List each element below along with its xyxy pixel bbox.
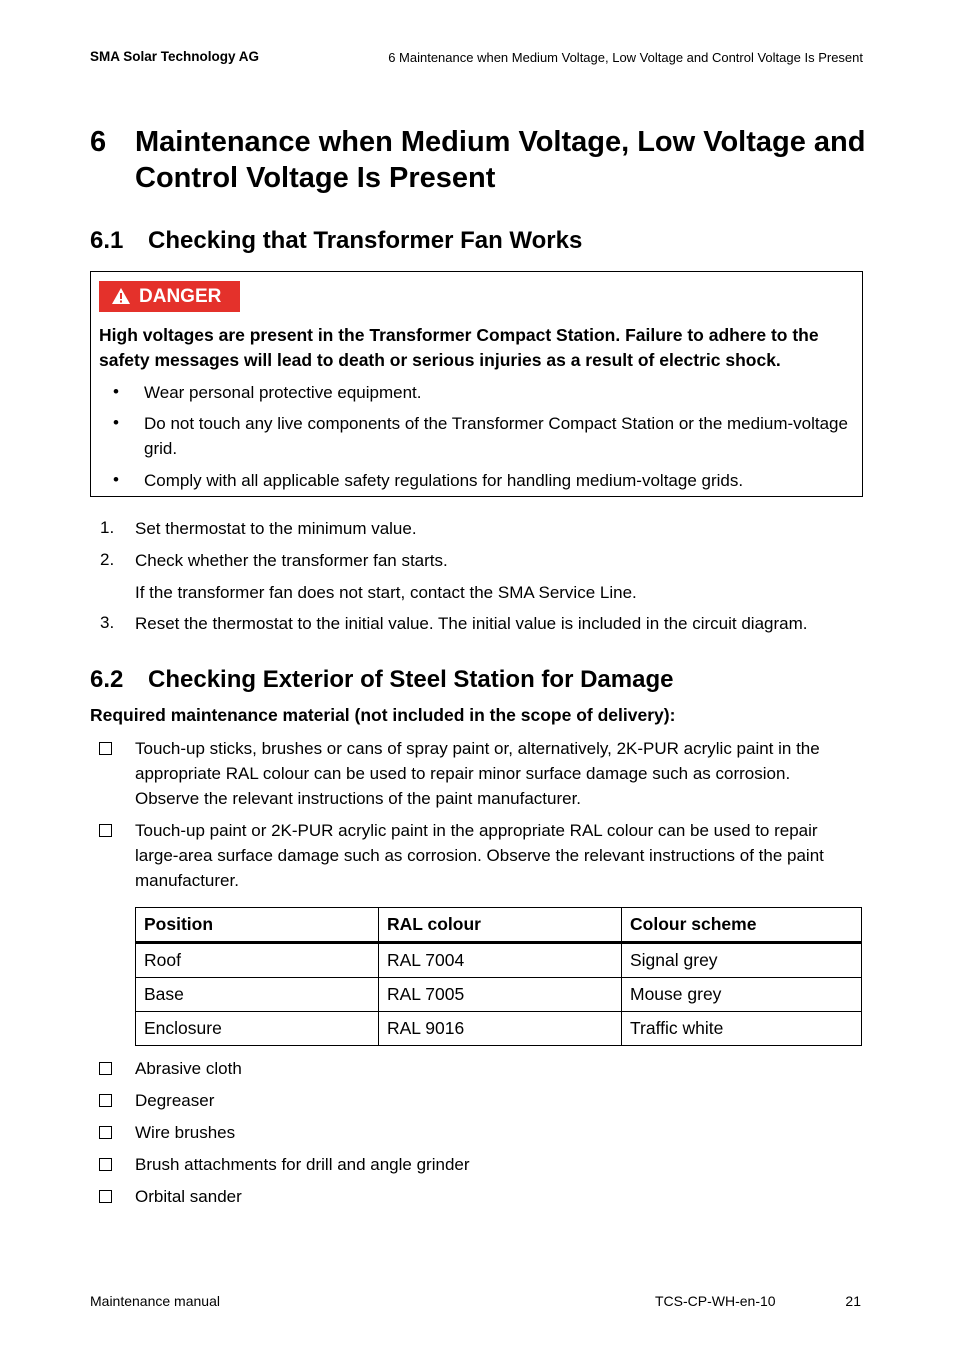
step-number: 3.	[100, 613, 115, 632]
danger-bullet: Comply with all applicable safety regulations for handling medium-voltage grids.	[144, 471, 744, 490]
bullet-dot: •	[113, 382, 119, 401]
footer-doc-code: TCS-CP-WH-en-10	[655, 1293, 776, 1309]
step-number: 2.	[100, 550, 115, 569]
danger-label	[99, 281, 240, 312]
table-header-cell: RAL colour	[379, 908, 622, 943]
table-cell: RAL 9016	[379, 1012, 622, 1046]
table-row	[136, 978, 862, 1012]
empty-checkbox-icon	[99, 1062, 112, 1075]
material-item: Touch-up paint or 2K-PUR acrylic paint in the appropriate RAL colour can be used to repair large-area surface damage such as corrosion. Observe the relevant instructions of the paint manufacturer.	[135, 821, 824, 890]
table-row	[136, 1012, 862, 1046]
step-result: If the transformer fan does not start, contact the SMA Service Line.	[135, 583, 637, 602]
chapter-heading	[90, 124, 870, 196]
material-item: Degreaser	[135, 1091, 215, 1110]
empty-checkbox-icon	[99, 1190, 112, 1203]
step-number: 1.	[100, 518, 115, 537]
chapter-title: Maintenance when Medium Voltage, Low Voltage and Control Voltage Is Present	[135, 126, 866, 194]
table-cell: RAL 7005	[379, 978, 622, 1012]
danger-message: High voltages are present in the Transformer Compact Station. Failure to adhere to the safety messages will lead to death or serious injuries as a result of electric shock.	[99, 325, 819, 370]
empty-checkbox-icon	[99, 824, 112, 837]
material-item: Wire brushes	[135, 1123, 236, 1142]
material-item: Orbital sander	[135, 1187, 242, 1206]
table-header-cell: Colour scheme	[622, 908, 862, 943]
section-number: 6.1	[90, 227, 124, 254]
empty-checkbox-icon	[99, 1158, 112, 1171]
empty-checkbox-icon	[99, 1094, 112, 1107]
section-title: Checking Exterior of Steel Station for Damage	[148, 666, 674, 693]
danger-label-text: DANGER	[139, 286, 222, 307]
material-item: Abrasive cloth	[135, 1059, 242, 1078]
footer-doc-type: Maintenance manual	[90, 1293, 220, 1309]
header-company: SMA Solar Technology AG	[90, 49, 260, 64]
bullet-dot: •	[113, 470, 119, 489]
step-text: Reset the thermostat to the initial value. The initial value is included in the circuit diagram.	[135, 614, 808, 633]
table-cell: Roof	[136, 943, 379, 978]
table-cell: Traffic white	[622, 1012, 862, 1046]
step-text: Set thermostat to the minimum value.	[135, 519, 417, 538]
chapter-number: 6	[90, 126, 107, 158]
empty-checkbox-icon	[99, 742, 112, 755]
bullet-dot: •	[113, 413, 119, 432]
table-cell: Base	[136, 978, 379, 1012]
warning-triangle-icon	[111, 287, 131, 305]
page-number: 21	[845, 1293, 861, 1309]
table-row	[136, 943, 862, 978]
table-cell: Signal grey	[622, 943, 862, 978]
table-header-cell: Position	[136, 908, 379, 943]
table-cell: RAL 7004	[379, 943, 622, 978]
header-chapter: 6 Maintenance when Medium Voltage, Low Voltage and Control Voltage Is Present	[388, 50, 863, 65]
material-item: Touch-up sticks, brushes or cans of spray paint or, alternatively, 2K-PUR acrylic paint in the appropriate RAL colour can be used to repair minor surface damage such as corrosion. Observe the relevant instructions of the paint manufacturer.	[135, 739, 820, 808]
table-header-row	[136, 908, 862, 943]
step-text: Check whether the transformer fan starts.	[135, 551, 448, 570]
material-item: Brush attachments for drill and angle grinder	[135, 1155, 470, 1174]
danger-bullet: Do not touch any live components of the Transformer Compact Station or the medium-voltage grid.	[144, 414, 848, 458]
ral-colour-table	[135, 907, 862, 1046]
table-cell: Enclosure	[136, 1012, 379, 1046]
required-material-heading: Required maintenance material (not included in the scope of delivery):	[90, 705, 676, 725]
danger-bullet: Wear personal protective equipment.	[144, 383, 422, 402]
empty-checkbox-icon	[99, 1126, 112, 1139]
section-number: 6.2	[90, 666, 124, 693]
table-cell: Mouse grey	[622, 978, 862, 1012]
section-title: Checking that Transformer Fan Works	[148, 227, 583, 254]
